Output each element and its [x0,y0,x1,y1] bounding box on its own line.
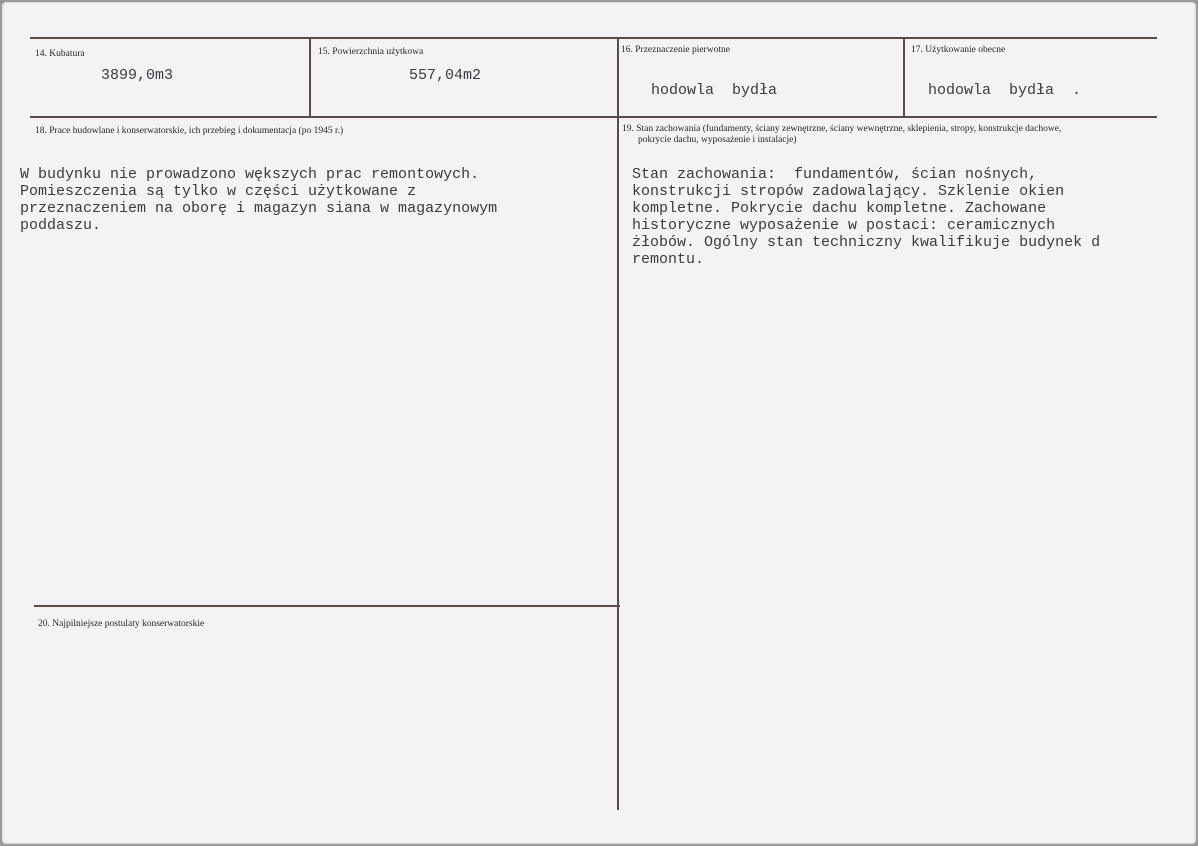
prace-text-line: przeznaczeniem na oborę i magazyn siana w magazynowym [20,200,498,217]
rule-top [30,37,1157,39]
stan-text-line: historyczne wyposażenie w postaci: ceramicznych [632,217,1056,234]
prace-text-line: W budynku nie prowadzono wększych prac remontowych. [20,166,480,183]
stan-text-line: Stan zachowania: fundamentów, ścian nośnych, [632,166,1038,183]
stan-label: 19. Stan zachowania (fundamenty, ściany zewnętrzne, ściany wewnętrzne, sklepienia, stropy, konstrukcje dachowe, [622,124,1062,134]
uzytkowanie-value: hodowla bydła . [928,82,1082,99]
rule-v-16-17 [903,38,905,118]
kubatura-label: 14. Kubatura [35,49,85,59]
stan-text-line: kompletne. Pokrycie dachu kompletne. Zachowane [632,200,1047,217]
przeznaczenie-label: 16. Przeznaczenie pierwotne [621,45,730,55]
prace-text-line: poddaszu. [20,217,102,234]
rule-v-center [617,38,619,810]
uzytkowanie-label: 17. Użytkowanie obecne [911,45,1006,55]
prace-text-line: Pomieszczenia są tylko w części użytkowane z [20,183,417,200]
powierzchnia-value: 557,04m2 [409,67,482,84]
kubatura-value: 3899,0m3 [101,67,174,84]
rule-v-14-15 [309,38,311,118]
stan-text-line: remontu. [632,251,705,268]
powierzchnia-label: 15. Powierzchnia użytkowa [318,47,424,57]
rule-section-20 [34,605,620,607]
przeznaczenie-value: hodowla bydła [651,82,778,99]
stan-text-line: konstrukcji stropów zadowalający. Szklenie okien [632,183,1065,200]
stan-label-cont: pokrycie dachu, wyposażenie i instalacje) [638,135,797,145]
stan-text-line: żłobów. Ogólny stan techniczny kwalifikuje budynek d [632,234,1101,251]
prace-label: 18. Prace budowlane i konserwatorskie, ich przebieg i dokumentacja (po 1945 r.) [35,126,344,136]
postulaty-label: 20. Najpilniejsze postulaty konserwatorskie [38,619,205,629]
rule-middle [30,116,1157,118]
